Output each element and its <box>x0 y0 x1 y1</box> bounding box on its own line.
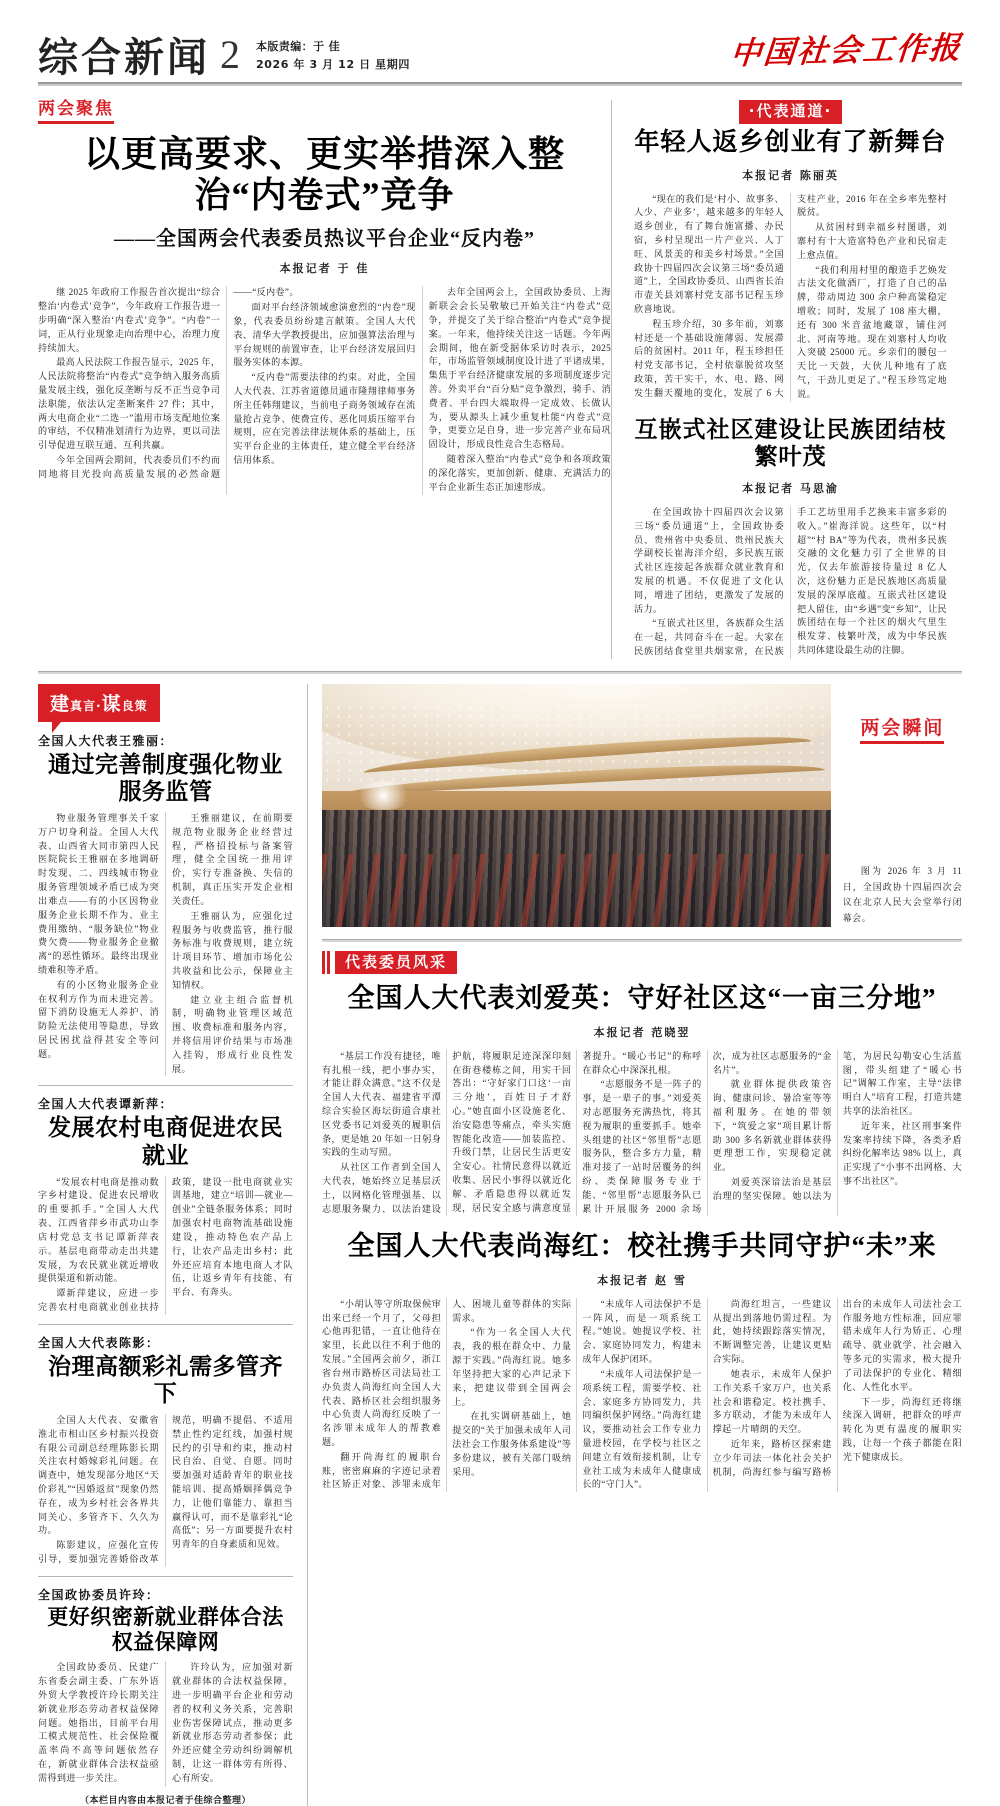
paragraph: “志愿服务不是一阵子的事，是一辈子的事。”刘爱英对志愿服务充满热忱，将其视为履职的重要抓手。她牵头组建的社区“邻里帮”志愿服务队，整合多方力量，精准对接了一站时居覆务的纠纷、类保障服务专业于能、“邻里帮”志愿服务队已累计开展服务 2000 余场次，成为社区志愿服务的“金名片”。 <box>582 1050 832 1214</box>
tag-jian-zhenyan-mou-liangce <box>38 684 160 722</box>
suggestion-item <box>38 732 293 1077</box>
delegate-name: 全国人大代表陈影： <box>38 1335 160 1350</box>
paragraph: 随着深入整治“内卷式”竞争和各项政策的深化落实，更加创新、健康、充满活力的平台企业新生态正加速形成。 <box>428 454 611 492</box>
bottom-block <box>38 684 962 1806</box>
paragraph: 程玉珍介绍，30 多年前，刘寨村还是一个基础设施薄弱、发展滞后的贫困村。2011 年，程玉珍担任村党支部书记，全村依靠脱贫攻坚政策，苦干实干，水、电、路、网发生翻天覆地的变化，发展了 6 大支柱产业，2016 年在全乡率先整村脱贫。 <box>634 193 947 398</box>
suggestion-headline: 更好织密新就业群体合法权益保障网 <box>47 1604 284 1655</box>
column-footnote: （本栏目内容由本报记者于佳综合整理） <box>79 1795 251 1806</box>
paragraph: 面对平台经济领域愈演愈烈的“内卷”现象，代表委员纷纷建言献策。全国人大代表、清华大学教授提出，应加强算法治理与平台规则的前置审查，让平台经济发展回归服务实体的本源。 <box>233 302 416 368</box>
label-lianghui-moment: 两会瞬间 <box>860 718 944 744</box>
newspaper-brand-logo: 中国社会工作报 <box>729 29 964 72</box>
suggestions-column <box>38 684 307 1806</box>
suggestion-item <box>38 1095 293 1314</box>
suggestion-headline: 通过完善制度强化物业服务监管 <box>48 751 283 805</box>
paragraph: 在全国政协十四届四次会议第三场“委员通道”上，全国政协委员、贵州省中央委员、贵州民族大学副校长崔海洋介绍，多民族互嵌式社区连接起各族群众就业教育和发展的机遇。不仅促进了文化认同，增进了团结，更激发了发展的活力。 <box>634 506 784 614</box>
article-body-return-home-startup <box>634 193 947 402</box>
paragraph: “反内卷”需要法律的约束。对此，全国人大代表、江苏省道德员通市隆翔律师事务所主任韩翔建议，当前电子商务领域存在流量抢占竞争、使费宣传、恶化同质压缩平台规则，应在完善法律法规体系的基础上，压实平台企业的主体责任，建立健全平台经济信用体系。 <box>233 372 416 466</box>
paragraph: 从社区工作者到全国人大代表，她始终立足基层沃土，以网格化管理强基、以志愿服务聚力、以法治建设护航，将履职足迹深深印刻在街巷楼栋之间，用实干回答出：“守好家门口这‘一亩三分地’，百姓日子才舒心。”她直面小区设施老化、治安隐患等痛点，牵头实施智能化改造——加装监控、升级门禁，让居民生活更安全安心。社情民意得以就近收集、居民小事得以就近化解、矛盾隐患得以就近发现，居民安全感与满意度显著提升。“暖心书记”的称呼在群众心中深深扎根。 <box>322 1050 702 1214</box>
paragraph: 继 2025 年政府工作报告首次提出“综合整治‘内卷式’竞争”，今年政府工作报告进一步明确“深入整治‘内卷式’竞争”。“内卷”一词，正从行业现象走向治理中心，治理力度持续加大。 <box>38 287 221 353</box>
paragraph: 建立业主组合监督机制，明确物业管理区域范围、收费标准和服务内容，并将信用评价结果与市场准入挂钩，形成行业良性发展。 <box>172 994 293 1074</box>
paragraph: “我们利用村里的酿造手艺焕发古法文化做酒厂，打造了自己的品牌，带动周边 300 余户种高粱稳定增收；同时，发展了 108 座大棚，还有 300 米音盆地藏罩，铺住河北、河南等地。现在刘寨村人均收入突破 25000 元。乡亲们的腰包一天比一天鼓，大伙儿种地有了底气，干劲儿更足了。”程玉珍笃定地说。 <box>797 264 947 399</box>
bubble-char-mou: 谋 <box>101 693 122 715</box>
suggestion-item <box>38 1586 293 1787</box>
main-subheadline: ——全国两会代表委员热议平台企业“反内卷” <box>114 228 535 251</box>
paragraph: 下一步，尚海红还将继续深入调研，把群众的呼声转化为更有温度的履职实践，让每一个孩子都能在阳光下健康成长。 <box>842 1396 962 1462</box>
main-byline: 本报记者 于 佳 <box>279 262 370 276</box>
page-number: 2 <box>220 32 240 77</box>
article-body-liu-aiying <box>322 1050 962 1217</box>
top-left-article <box>38 100 611 659</box>
item-divider <box>38 1324 293 1325</box>
photo-caption: 图为 2026 年 3 月 11 日，全国政协十四届四次会议在北京人民大会堂举行闭幕会。 <box>842 865 962 924</box>
suggestion-body <box>38 812 293 1076</box>
main-article-body <box>38 286 611 494</box>
paragraph: “小胡认等守所取保候审出来已经一个月了，父母担心他再犯错，一直让他待在家里，长此以往不利于他的发展。”全国两会前夕，浙江省台州市路桥区司法局社工办负责人尚海红向全国人大代表、路桥区社会组织服务中心负责人尚海红反映了一名涉罪未成年人的帮教难题。 <box>322 1298 442 1447</box>
item-divider <box>38 1085 293 1086</box>
paragraph: “未成年人司法保护是一项系统工程，需要学校、社会、家庭多方协同发力，共同编织保护网络。”尚海红建议，要推动社会工作专业力量进校园，在学校与社区之间建立有效衔接机制，让专业社工成为未成年人健康成长的“守门人”。 <box>582 1368 702 1490</box>
delegate-name: 全国人大代表王雅丽： <box>38 733 174 748</box>
paragraph: “作为一名全国人大代表，我的根在群众中、力量源于实践。”尚海红说。她多年坚持把大家的心声记录下来，把建议带到全国两会上。 <box>452 1327 572 1407</box>
bubble-text-zhenyan: 真言· <box>70 698 102 713</box>
paragraph: 去年全国两会上，全国政协委员、上海新联会会长吴敬敏已开始关注“内卷式”竞争，并提交了关于综合整治“内卷式”竞争提案。一年来，他持续关注这一话题。今年两会期间，他在新受据体采访时表示，2025 年，市场监管领域制度设计进了平诸成果，集焦于平台经济健康发展的多项制度逐步完善。外卖平台“百分贴”竞争激烈，骑手、消费者、平台四大端取得一定成效、长做认为，要从源头上减少重复杜能“内卷式”竞争，更要立足自身，进一步完善产业布局巩固设计，形成良性竞合生态格局。 <box>428 287 611 450</box>
suggestion-headline: 发展农村电商促进农民就业 <box>48 1115 283 1169</box>
masthead-rule <box>38 82 962 86</box>
top-block <box>38 100 962 659</box>
delegate-name: 全国人大代表谭新萍： <box>38 1097 174 1112</box>
photo-block <box>322 684 962 927</box>
bubble-text-liangce: 良策 <box>121 698 148 713</box>
paragraph: 尚海红坦言，一些建议从提出到落地仍需过程。为此，她持续跟踪落实情况，不断调整完善，让建议更贴合实际。 <box>712 1298 832 1365</box>
section-divider <box>322 939 962 942</box>
paragraph: “互嵌式社区里，各族群众生活在一起，共同奋斗在一起。大家在民族团结食堂里共烟家常，在民族手工艺坊里用手艺换来丰富多彩的收入。”崔海洋说。这些年，以“村超”“村 BA”等为代表，贵州多民族交融的文化魅力引了全世界的目光，仅去年旅游接待量过 8 亿人次，这份魅力正是民族地区高质量发展的深厚底蕴。互嵌式社区建设把人留住，由“乡遇”变“乡知”，让民族团结在每一个社区的烟火气里生根发芽、枝繁叶茂，成为中华民族共同体建设最生动的注脚。 <box>634 506 947 656</box>
byline-return-home-startup: 本报记者 陈丽英 <box>742 168 839 182</box>
paragraph: 物业服务管理事关千家万户切身利益。全国人大代表、山西省大同市第四人民医院院长王雅丽在多地调研时发现、二、四线城市物业服务管理领域矛盾已成为突出难点——有的小区因物业服务企业长期不作为、业主费用缴纳、“服务缺位”物业费欠费——物业服务企业撤离“的恶性循环。最终出现业绩难积等矛盾。 <box>38 813 159 975</box>
paragraph: 最高人民法院工作报告显示，2025 年，人民法院将整治“内卷式”竞争纳入服务高质量发展主线，强化反垄断与反不正当竞争司法职能，依法认定垄断案件 27 件；其中，两大电商企业“二选一”滥用市场支配地位案的审结，不仅精准划清行为边界，更以司法引导促进互联互通、互利共赢。 <box>38 357 221 451</box>
paragraph: 全国人大代表、安徽省淮北市相山区乡村振兴投资有限公司副总经理陈影长期关注农村婚嫁彩礼问题。在调查中，她发现部分地区“天价彩礼”“因婚返贫”现象仍然存在，成为乡村社会各界共同关心、多管齐下、久久为功。 <box>38 1414 159 1536</box>
main-headline: 以更高要求、更实举措深入整治“内卷式”竞争 <box>83 133 565 215</box>
tag-delegate-profiles: 代表委员风采 <box>335 951 457 975</box>
assembly-hall-photo <box>322 684 831 927</box>
editor-line: 本版责编：于 佳 <box>256 39 341 53</box>
date-line: 2026 年 3 月 12 日 星期四 <box>256 57 410 71</box>
byline-shang-haihong: 本报记者 赵 雪 <box>597 1273 687 1287</box>
paragraph: 就业群体提供政策咨询、健康问诊、暑洽室等等福利服务。在她的带领下，“筑爱之家”项目累计帮助 300 多名新就业群体获得更理想工作，实现稳定就业。 <box>712 1079 832 1173</box>
photo-sidebar <box>843 684 962 927</box>
paragraph: 许玲认为，应加强对新就业群体的合法权益保障，进一步明确平台企业和劳动者的权利义务关系，完善职业伤害保障试点，推动更多新就业形态劳动者参保；此外还应健全劳动纠纷调解机制，让这一群体劳有所得、心有所安。 <box>172 1662 293 1783</box>
red-bars-icon <box>322 951 330 975</box>
suggestion-body <box>38 1661 293 1786</box>
paragraph: 她表示，未成年人保护工作关系千家万户，也关系社会和谐稳定。校社携手、多方联动，才能为未成年人撑起一片晴朗的天空。 <box>712 1368 832 1435</box>
masthead-meta <box>256 38 410 78</box>
suggestion-body <box>38 1414 293 1567</box>
paragraph: 陈影建议，应强化宣传引导，要加强完善婚俗改革规范，明确不提倡、不适用禁止性约定红线，加强村规民约的引导和约束，推动村民自治、自觉、自愿。同时要加强对适龄青年的职业技能培训、提高婚姻择偶竞争力，让他们靠能力、靠担当赢得认可，而不是靠彩礼“论高低”；另一方面要提升农村男青年的自身素质和见效。 <box>38 1414 293 1565</box>
suggestion-headline: 治理高额彩礼需多管齐下 <box>48 1353 283 1407</box>
byline-embedded-community: 本报记者 马思渝 <box>742 481 839 495</box>
article-body-shang-haihong <box>322 1298 962 1492</box>
headline-return-home-startup: 年轻人返乡创业有了新舞台 <box>634 128 947 156</box>
section-divider <box>38 671 962 674</box>
paragraph: “发展农村电商是推动数字乡村建设、促进农民增收的重要抓手。”全国人大代表、江西省萍乡市武功山李店村党总支书记谭新萍表示。基层电商带动走出共建发展，为农民就业就近增收提供渠道和新动能。 <box>38 1176 159 1284</box>
delegate-name: 全国政协委员许玲： <box>38 1587 160 1602</box>
paragraph: 刘爱英深谙法治是基层治理的坚实保障。她以法为笔，为居民勾勒安心生活蓝图，带头组建了“暖心书记”调解工作室，主导“法律明白人”培育工程，打造共建共享的法治社区。 <box>712 1050 962 1201</box>
suggestion-item <box>38 1334 293 1567</box>
paragraph: 近年来，路桥区探索建立少年司法一体化社会关护机制，尚海红参与编写路桥出台的未成年人司法社会工作服务地方性标准，回应罪错未成年人行为矫正、心理疏导、就业就学、社会融入等多元的实需求，极大提升了司法保护的专业化、精细化、人性化水平。 <box>712 1298 962 1477</box>
paragraph: 谭新萍建议，应进一步完善农村电商就业创业扶持政策，建设一批电商就业实训基地，建立“培训—就业—创业”全链条服务体系；同时加强农村电商物流基础设施建设，推动特色农产品上行，让农产品走出乡村；此外还应培育本地电商人才队伍，让返乡青年有技能、有平台、有奔头。 <box>38 1176 293 1312</box>
tag-lianghui-focus: 两会聚焦 <box>38 100 114 124</box>
paragraph: 王雅丽认为，应强化过程服务与收费监管，推行服务标准与收费规则，建立统计项目环节、增加市场化公共收益和比公示，保障业主知情权。 <box>172 910 293 990</box>
paragraph: 王雅丽建议，在前期要规范物业服务企业经营过程，严格招投标与备案管理，健全全国统一推用评价，实行专准备换、失信的机制，真正压实开发企业相关责任。 <box>172 813 293 906</box>
paragraph: 近年来，社区刑事案件发案率持续下降，各类矛盾纠纷化解率达 98% 以上，真正实现了“小事不出网格、大事不出社区”。 <box>842 1120 962 1187</box>
paragraph: “现在的我们是‘村小、故事多、人少、产业多’，越来越多的年轻人返乡创业，有了舞台施富播、办民宿，乡村呈现出一片产业兴、人丁旺、风景美的和美乡村场景。”全国政协十四届四次会议第三场“委员通道”上，全国政协委员、山西省长治市壶关县刘寨村党支部书记程玉珍欣喜地说。 <box>634 193 784 314</box>
bubble-char-jian: 建 <box>50 693 71 715</box>
paragraph: 全国政协委员、民建广东省委会副主委、广东外语外贸大学教授许玲长期关注新就业形态劳动者权益保障问题。她指出，目前平台用工模式规范性、社会保险覆盖率尚不高等问题依然存在，新就业群体合法权益亟需得到进一步关注。 <box>38 1662 159 1783</box>
paragraph: 翻开尚海红的履职台账，密密麻麻的字迹记录着社区矫正对象、涉罪未成年人、困境儿童等群体的实际需求。 <box>322 1298 572 1490</box>
masthead <box>38 0 964 81</box>
tag-delegate-profiles-wrap <box>322 951 962 975</box>
byline-liu-aiying: 本报记者 范晓翌 <box>593 1025 691 1039</box>
top-right-column <box>611 100 947 659</box>
tag-delegate-channel: ·代表通道· <box>739 100 842 124</box>
headline-liu-aiying: 全国人大代表刘爱英：守好社区这“一亩三分地” <box>347 983 937 1014</box>
section-title: 综合新闻 <box>38 35 210 81</box>
paragraph: 今年全国两会期间，代表委员们不约而同地将目光投向高质量发展的必然命题——“反内卷”。 <box>38 287 299 479</box>
article-body-embedded-community <box>634 506 947 659</box>
paragraph: 在扎实调研基础上，她提交的“关于加强未成年人司法社会工作服务体系建设”等多份建议，被有关部门吸纳采用。 <box>452 1411 572 1477</box>
item-divider <box>38 1576 293 1577</box>
paragraph: “基层工作没有捷径，唯有扎根一线，把小事办实，才能让群众满意。”这不仅是全国人大代表、福建省平潭综合实验区海坛街道合康社区党委书记刘爱英的履职信条，更是她 20 年如一日躬身实践的生动写照。 <box>322 1050 442 1158</box>
paragraph: 有的小区物业服务企业在权利方作为而未进完善。留下消防设施无人养护、消防险无法使用等隐患，导致居民困扰益得甚安全等问题。 <box>38 979 159 1059</box>
headline-shang-haihong: 全国人大代表尚海红：校社携手共同守护“未”来 <box>347 1231 937 1262</box>
headline-embedded-community: 互嵌式社区建设让民族团结枝繁叶茂 <box>634 416 947 470</box>
paragraph: “未成年人司法保护不是一阵风，而是一项系统工程。”她说。她提议学校、社会、家庭协同发力，构建未成年人保护闭环。 <box>582 1298 702 1365</box>
features-column <box>307 684 962 1806</box>
suggestion-body <box>38 1176 293 1315</box>
paragraph: 从贫困村到幸福乡村图谱，刘寨村有十大造富特色产业和民宿走上愈点值。 <box>797 222 947 260</box>
